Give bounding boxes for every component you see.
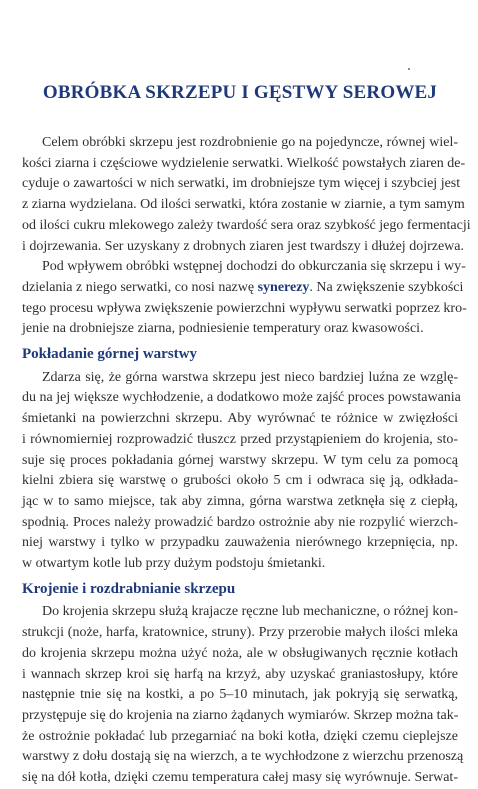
text-line: kielni zbiera się warstwę o grubości około 5 cm i odwraca się ją, odkłada-: [22, 473, 458, 489]
subsection-heading-pokladanie: Pokładanie górnej warstwy: [22, 346, 197, 363]
text-line: spodnią. Proces należy prowadzić bardzo ostrożnie aby nie rozpylić wierzch-: [22, 514, 458, 530]
text-line: i wannach skrzep kroi się harfą na krzyż, aby uzyskać graniastosłupy, które: [22, 666, 458, 682]
text-line: du na jej większe wychłodzenie, a dodatkowo może zajść proces powstawania: [22, 390, 461, 406]
krojenie-paragraph: [22, 602, 464, 788]
text-fragment: dzielania z niego serwatki, co nosi nazwę: [22, 279, 258, 295]
text-line: śmietanki na powierzchni skrzepu. Aby wyrównać te różnice w zwięzłości: [22, 411, 458, 427]
pokladanie-paragraph: [22, 368, 461, 575]
text-line: Pod wpływem obróbki wstępnej dochodzi do obkurczania się skrzepu i wy-: [42, 259, 466, 275]
text-line: następnie tnie się na kostki, a po 5–10 minutach, jak pokryją się serwatką,: [22, 687, 458, 703]
intro-paragraph-1: [22, 133, 471, 257]
text-line: z ziarna wydzielana. Od ilości serwatki, która zostanie w ziarnie, a tym samym: [22, 197, 465, 213]
text-line: od ilości cukru mlekowego zależy twardość sera oraz szybkość jego fermentacji: [22, 217, 471, 233]
text-line: przystępuje się do krojenia na ziarno żądanych wymiarów. Skrzep można tak-: [22, 707, 459, 723]
print-speck: [408, 68, 410, 70]
section-title: OBRÓBKA SKRZEPU I GĘSTWY SEROWEJ: [42, 82, 438, 103]
text-line: że ostrożnie pokładać lub przegarniać na boki kotła, dzięki czemu cieplejsze: [22, 728, 458, 744]
text-line: jąc w to samo miejsce, tak aby zimna, górna warstwa zetknęła się z ciepłą,: [22, 493, 458, 509]
text-line: Zdarza się, że górna warstwa skrzepu jest nieco bardziej luźna ze wzglę-: [42, 369, 458, 385]
text-line: do krojenia skrzepu można użyć noża, ale w obsługiwanych ręcznie kotłach: [22, 645, 458, 661]
text-line: strukcji (noże, harfa, kratownice, struny). Przy przerobie małych ilości mleka: [22, 625, 458, 641]
text-line: i dojrzewania. Ser uzyskany z drobnych ziaren jest twardszy i dłużej dojrzewa.: [22, 238, 464, 254]
subsection-heading-krojenie: Krojenie i rozdrabnianie skrzepu: [22, 580, 236, 597]
intro-paragraph-2: [22, 257, 467, 340]
text-line: się na dół kotła, dzięki czemu temperatura całej masy się wyrównuje. Serwat-: [22, 770, 458, 786]
text-line: niej warstwy i tylko w przypadku zauważenia nierównego krzepnięcia, np.: [22, 535, 458, 551]
text-line: w otwartym kotle lub przy dużym podstoju śmietanki.: [22, 556, 326, 572]
text-line: tego procesu wpływa zwiększenie powierzchni wypływu serwatki poprzez kro-: [22, 300, 467, 316]
text-fragment: . Na zwiększenie szybkości: [309, 279, 464, 295]
text-line: Celem obróbki skrzepu jest rozdrobnienie go na pojedyncze, równej wiel-: [42, 135, 458, 150]
text-line: i równomierniej rozprowadzić tłuszcz przed przystąpieniem do krojenia, sto-: [22, 431, 458, 447]
text-line: Do krojenia skrzepu służą krajacze ręczne lub mechaniczne, o różnej kon-: [42, 604, 458, 620]
key-term-synerezy: synerezy: [257, 279, 310, 295]
text-line: warstwy z dołu dostają się na wierzch, a te wychłodzone z wierzchu przenoszą: [22, 749, 464, 765]
text-line: cyduje o zawartości w nich serwatki, im drobniejsze tym więcej i szybciej jest: [22, 176, 461, 192]
text-line: jenie na drobniejsze ziarna, podniesienie temperatury oraz kwasowości.: [22, 321, 424, 337]
text-line: kości ziarna i częściowe wydzielenie serwatki. Wielkość powstałych ziaren de-: [22, 155, 466, 171]
text-line: suje się proces pokładania górnej warstwy skrzepu. W tym celu za pomocą: [22, 452, 458, 468]
text-line-with-term: [22, 278, 464, 299]
